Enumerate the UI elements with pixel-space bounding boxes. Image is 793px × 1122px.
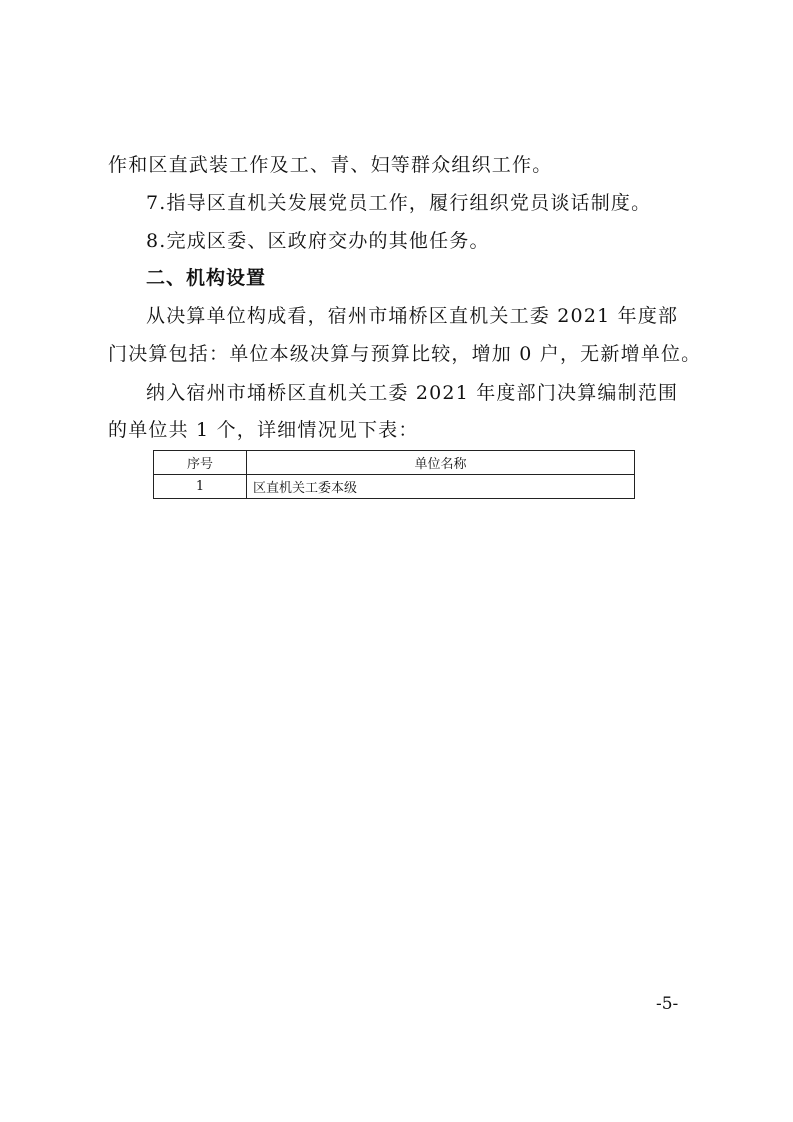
cell-index: 1 (154, 475, 247, 499)
section-heading: 二、机构设置 (146, 267, 267, 289)
paragraph-line: 作和区直武装工作及工、青、妇等群众组织工作。 (108, 154, 553, 176)
page-number: -5- (656, 994, 679, 1014)
header-unit-name: 单位名称 (247, 451, 635, 475)
paragraph-line: 7.指导区直机关发展党员工作，履行组织党员谈话制度。 (146, 192, 652, 214)
paragraph-line: 门决算包括：单位本级决算与预算比较，增加 0 户，无新增单位。 (108, 343, 702, 365)
paragraph-line: 的单位共 1 个，详细情况见下表： (108, 419, 419, 441)
paragraph-line: 从决算单位构成看，宿州市埇桥区直机关工委 2021 年度部 (146, 305, 679, 327)
header-index: 序号 (154, 451, 247, 475)
paragraph-line: 8.完成区委、区政府交办的其他任务。 (146, 230, 490, 252)
paragraph-line: 纳入宿州市埇桥区直机关工委 2021 年度部门决算编制范围 (146, 382, 679, 404)
cell-unit-name: 区直机关工委本级 (247, 475, 635, 499)
table-header-row (154, 451, 635, 475)
table-row (154, 475, 635, 499)
unit-table (153, 450, 635, 499)
